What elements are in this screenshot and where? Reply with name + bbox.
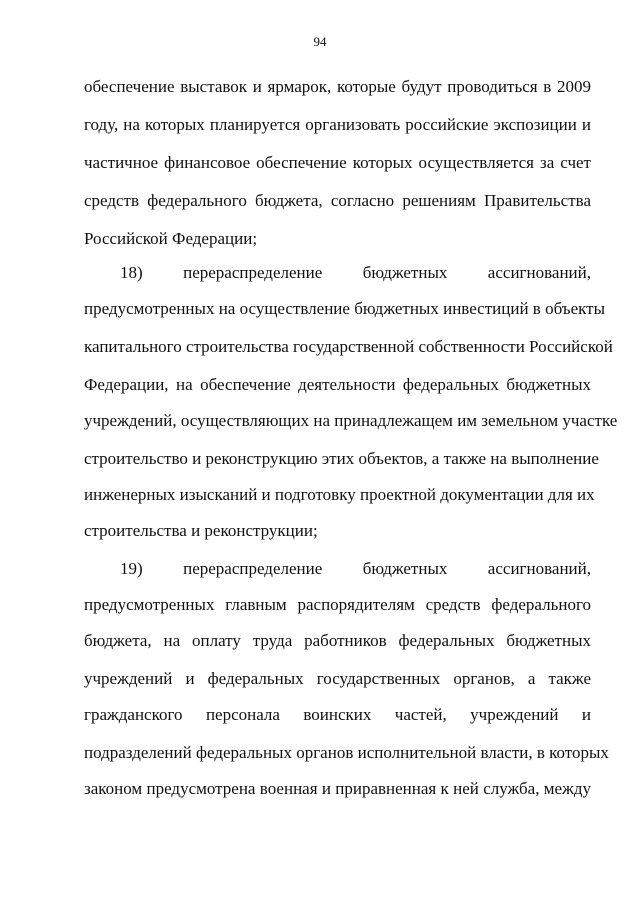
text-line: частичное финансовое обеспечение которых осуществляется за счет bbox=[84, 153, 591, 172]
text-line: инженерных изысканий и подготовку проектной документации для их bbox=[84, 485, 595, 504]
text-line: учреждений, осуществляющих на принадлежащем им земельном участке bbox=[84, 411, 618, 430]
text-line: законом предусмотрена военная и приравненная к ней служба, между bbox=[84, 779, 591, 798]
text-line: подразделений федеральных органов исполнительной власти, в которых bbox=[84, 743, 609, 762]
list-item-19-start: 19) перераспределение бюджетных ассигнований, bbox=[120, 559, 591, 578]
text-line: предусмотренных на осуществление бюджетных инвестиций в объекты bbox=[84, 299, 606, 318]
text-line: строительства и реконструкции; bbox=[84, 521, 318, 540]
text-line: средств федерального бюджета, согласно решениям Правительства bbox=[84, 191, 591, 210]
page-number: 94 bbox=[313, 34, 327, 49]
text-line: учреждений и федеральных государственных органов, а также bbox=[84, 669, 591, 688]
text-line: строительство и реконструкцию этих объектов, а также на выполнение bbox=[84, 449, 599, 468]
text-line: предусмотренных главным распорядителям средств федерального bbox=[84, 595, 591, 614]
text-line: Российской Федерации; bbox=[84, 229, 258, 248]
text-line: году, на которых планируется организовать российские экспозиции и bbox=[84, 115, 591, 134]
list-item-18-start: 18) перераспределение бюджетных ассигнований, bbox=[120, 263, 591, 282]
text-line: гражданского персонала воинских частей, учреждений и bbox=[84, 705, 591, 724]
text-line: капитального строительства государственной собственности Российской bbox=[84, 337, 613, 356]
text-line: бюджета, на оплату труда работников федеральных бюджетных bbox=[84, 631, 591, 650]
text-line: Федерации, на обеспечение деятельности федеральных бюджетных bbox=[84, 375, 591, 394]
text-line: обеспечение выставок и ярмарок, которые будут проводиться в 2009 bbox=[84, 77, 591, 96]
